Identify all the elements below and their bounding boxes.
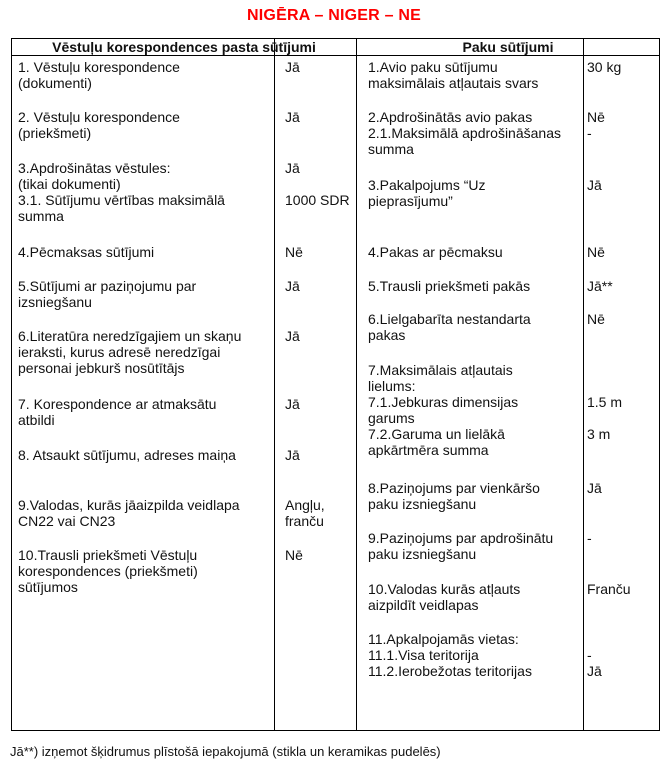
- parcel-row-value: Nē: [587, 311, 605, 327]
- parcel-row-value: Jā: [587, 177, 602, 193]
- parcel-row-value: 1.5 m 3 m: [587, 394, 623, 442]
- letter-row-label: 5.Sūtījumi ar paziņojumu par izsniegšanu: [18, 278, 197, 310]
- header-parcels: Paku sūtījumi: [462, 39, 554, 55]
- letter-row-value: Nē: [285, 547, 303, 563]
- letter-row-label: 1. Vēstuļu korespondence (dokumenti): [18, 59, 180, 91]
- header-letters: Vēstuļu korespondences pasta sūtījumi: [52, 39, 316, 55]
- column-divider: [583, 39, 584, 730]
- parcel-row-value: Nē -: [587, 109, 605, 141]
- parcel-row-label: 4.Pakas ar pēcmaksu: [368, 244, 503, 260]
- header-divider: [12, 55, 659, 56]
- page-title: NIGĒRA – NIGER – NE: [247, 7, 421, 24]
- parcel-row-value: Jā**: [587, 278, 613, 294]
- parcel-row-label: 9.Paziņojums par apdrošinātu paku izsniegšanu: [368, 530, 554, 562]
- parcel-row-value: 30 kg: [587, 59, 622, 75]
- letter-row-value: Jā: [285, 328, 300, 344]
- letter-row-label: 4.Pēcmaksas sūtījumi: [18, 244, 155, 260]
- parcel-row-label: 2.Apdrošinātās avio pakas 2.1.Maksimālā apdrošināšanas summa: [368, 109, 561, 157]
- letter-row-value: Jā: [285, 447, 300, 463]
- letter-row-value: Jā: [285, 278, 300, 294]
- parcel-row-value: Franču: [587, 581, 631, 597]
- parcel-row-label: 5.Trausli priekšmeti pakās: [368, 278, 531, 294]
- parcel-row-label: 8.Paziņojums par vienkāršo paku izsniegšanu: [368, 480, 540, 512]
- letter-row-label: 10.Trausli priekšmeti Vēstuļu korespondences (priekšmeti) sūtījumos: [18, 547, 198, 595]
- parcel-row-label: 11.Apkalpojamās vietas: 11.1.Visa teritorija 11.2.Ierobežotas teritorijas: [368, 631, 532, 679]
- parcel-row-value: -: [587, 530, 592, 546]
- parcel-row-label: 3.Pakalpojums “Uz pieprasījumu”: [368, 177, 486, 209]
- letter-row-value: Jā 1000 SDR: [285, 160, 350, 208]
- parcel-row-label: 6.Lielgabarīta nestandarta pakas: [368, 311, 531, 343]
- letter-row-label: 2. Vēstuļu korespondence (priekšmeti): [18, 109, 180, 141]
- parcel-row-label: 1.Avio paku sūtījumu maksimālais atļautais svars: [368, 59, 539, 91]
- parcel-row-value: Nē: [587, 244, 605, 260]
- parcel-row-label: 10.Valodas kurās atļauts aizpildīt veidlapas: [368, 581, 521, 613]
- letter-row-value: Angļu, franču: [285, 497, 325, 529]
- column-divider: [356, 39, 357, 730]
- services-table: [11, 38, 660, 731]
- letter-row-value: Jā: [285, 396, 300, 412]
- letter-row-value: Jā: [285, 59, 300, 75]
- parcel-row-value: Jā: [587, 480, 602, 496]
- letter-row-label: 8. Atsaukt sūtījumu, adreses maiņa: [18, 447, 236, 463]
- letter-row-label: 6.Literatūra neredzīgajiem un skaņu ieraksti, kurus adresē neredzīgai personai jebkurš nosūtītājs: [18, 328, 242, 376]
- parcel-row-label: 7.Maksimālais atļautais lielums: 7.1.Jebkuras dimensijas garums 7.2.Garuma un lielākā apkārtmēra summa: [368, 362, 519, 458]
- column-divider: [274, 39, 275, 730]
- letter-row-value: Jā: [285, 109, 300, 125]
- letter-row-label: 7. Korespondence ar atmaksātu atbildi: [18, 396, 217, 428]
- parcel-row-value: - Jā: [587, 647, 602, 679]
- footnote: Jā**) izņemot šķidrumus plīstošā iepakojumā (stikla un keramikas pudelēs): [10, 744, 441, 759]
- letter-row-label: 3.Apdrošinātas vēstules: (tikai dokumenti) 3.1. Sūtījumu vērtības maksimālā summa: [18, 160, 225, 224]
- letter-row-label: 9.Valodas, kurās jāaizpilda veidlapa CN22 vai CN23: [18, 497, 240, 529]
- letter-row-value: Nē: [285, 244, 303, 260]
